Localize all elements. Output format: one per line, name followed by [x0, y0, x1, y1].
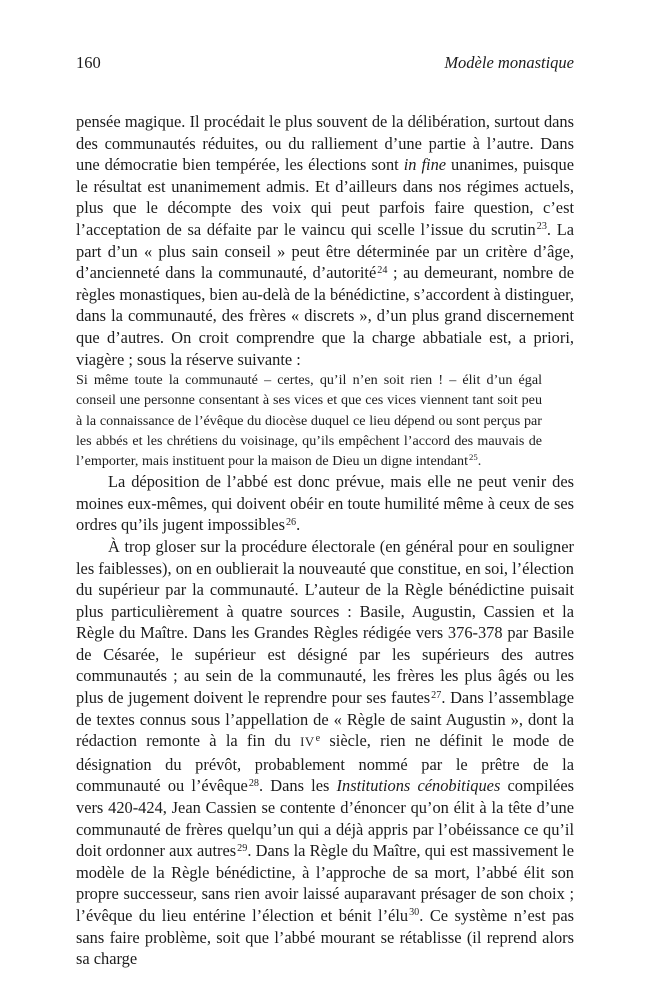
- text-run: . Dans la Règle du Maître, qui est massivement le modèle de la Règle bénédictine, à l’approche de sa mort, l’abbé élit son propre successeur, sans rien avoir laissé auparavant présager de son choix ; l’évêque du lieu entérine l’élection et bénit l’élu: [76, 841, 574, 926]
- footnote-ref[interactable]: 30: [409, 907, 420, 919]
- text-run: pensée magique. Il procédait le plus souvent de la délibération, surtout dans des communautés réduites, ou du ralliement d’une partie à l’autre. Dans une démocratie bien tempérée, les élections sont: [76, 112, 574, 175]
- century-numeral: IV: [300, 735, 315, 750]
- text-run: compilées vers 420-424, Jean Cassien se contente d’énoncer qu’on élit à la tête d’une communauté de frères quelqu’un qui a déjà appris par l’obéissance ce qu’il doit ordonner aux autres: [76, 776, 574, 861]
- block-quote: [76, 370, 542, 471]
- superscript-e: e: [315, 732, 321, 744]
- footnote-ref[interactable]: 27: [431, 689, 442, 701]
- text-run: .: [296, 515, 301, 535]
- footnote-ref[interactable]: 29: [237, 842, 248, 854]
- text-run: .: [477, 452, 482, 469]
- text-run: Si même toute la communauté – certes, qu’il n’en soit rien ! – élit d’un égal conseil une personne consentant à ses vices et que ces vices viennent tant soit peu à la connaissance de l’évêque du diocèse duquel ce lieu dépend ou sont perçus par les abbés et les chrétiens du voisinage, qu’ils empêchent l’accord des mauvais de l’emporter, mais instituent pour la maison de Dieu un digne intendant: [76, 372, 542, 469]
- italic-text: Institutions cénobitiques: [336, 776, 501, 796]
- page-header: [76, 53, 574, 73]
- footnote-ref[interactable]: 25: [469, 452, 478, 463]
- text-run: À trop gloser sur la procédure électorale (en général pour en souligner les faiblesses), on en oublierait la nouveauté que constitue, en soi, l’élection du supérieur par la communauté. L’auteur de la Règle bénédictine puisait plus particulièrement à quatre sources : Basile, Augustin, Cassien et la Règle du Maître. Dans les Grandes Règles rédigée vers 376-378 par Basile de Césarée, le supérieur est désigné par les supérieurs des autres communautés ; au sein de la communauté, les frères les plus âgés ou les plus de jugement doivent le reprendre pour ses fautes: [76, 536, 574, 708]
- paragraph-3: [76, 536, 574, 970]
- page-number: 160: [76, 53, 101, 72]
- footnote-ref[interactable]: 28: [248, 777, 259, 789]
- footnote-ref[interactable]: 24: [377, 264, 388, 276]
- footnote-ref[interactable]: 26: [285, 516, 297, 528]
- text-run: . Dans les: [259, 776, 337, 796]
- text-run: . La part d’un « plus sain conseil » peut être déterminée par un critère d’âge, d’ancienneté dans la communauté, d’autorité: [76, 219, 574, 283]
- text-run: . Ce système n’est pas sans faire problème, soit que l’abbé mourant se rétablisse (il reprend alors sa charge: [76, 906, 575, 969]
- running-title: Modèle monastique: [444, 53, 574, 72]
- text-run: . Dans l’assemblage de textes connus sous l’appellation de « Règle de saint Augustin », dont la rédaction remonte à la fin du: [76, 688, 575, 751]
- paragraph-2: [76, 471, 574, 536]
- text-run: unanimes, puisque le résultat est unanimement admis. Et d’ailleurs dans nos régimes actuels, plus que le décompte des voix qui peut parfois faire question, c’est l’acceptation de sa défaite par le vaincu qui scelle l’issue du scrutin: [76, 155, 574, 239]
- body-text: [76, 111, 574, 970]
- text-run: La déposition de l’abbé est donc prévue, mais elle ne peut venir des moines eux-mêmes, qui doivent obéir en toute humilité même à ceux de ses ordres qu’ils jugent impossibles: [76, 472, 574, 535]
- text-run: ; au demeurant, nombre de règles monastiques, bien au-delà de la bénédictine, s’accordent à distinguer, dans la communauté, des frères « discrets », d’un plus grand discernement que d’autres. On croit comprendre que la charge abbatiale est, a priori, viagère ; sous la réserve suivante :: [76, 263, 574, 369]
- paragraph-1: [76, 111, 574, 370]
- text-run: siècle, rien ne définit le mode de désignation du prévôt, probablement nommé par le prêtre de la communauté ou l’évêque: [76, 731, 574, 796]
- footnote-ref[interactable]: 23: [536, 221, 547, 233]
- italic-text: in fine: [403, 155, 447, 175]
